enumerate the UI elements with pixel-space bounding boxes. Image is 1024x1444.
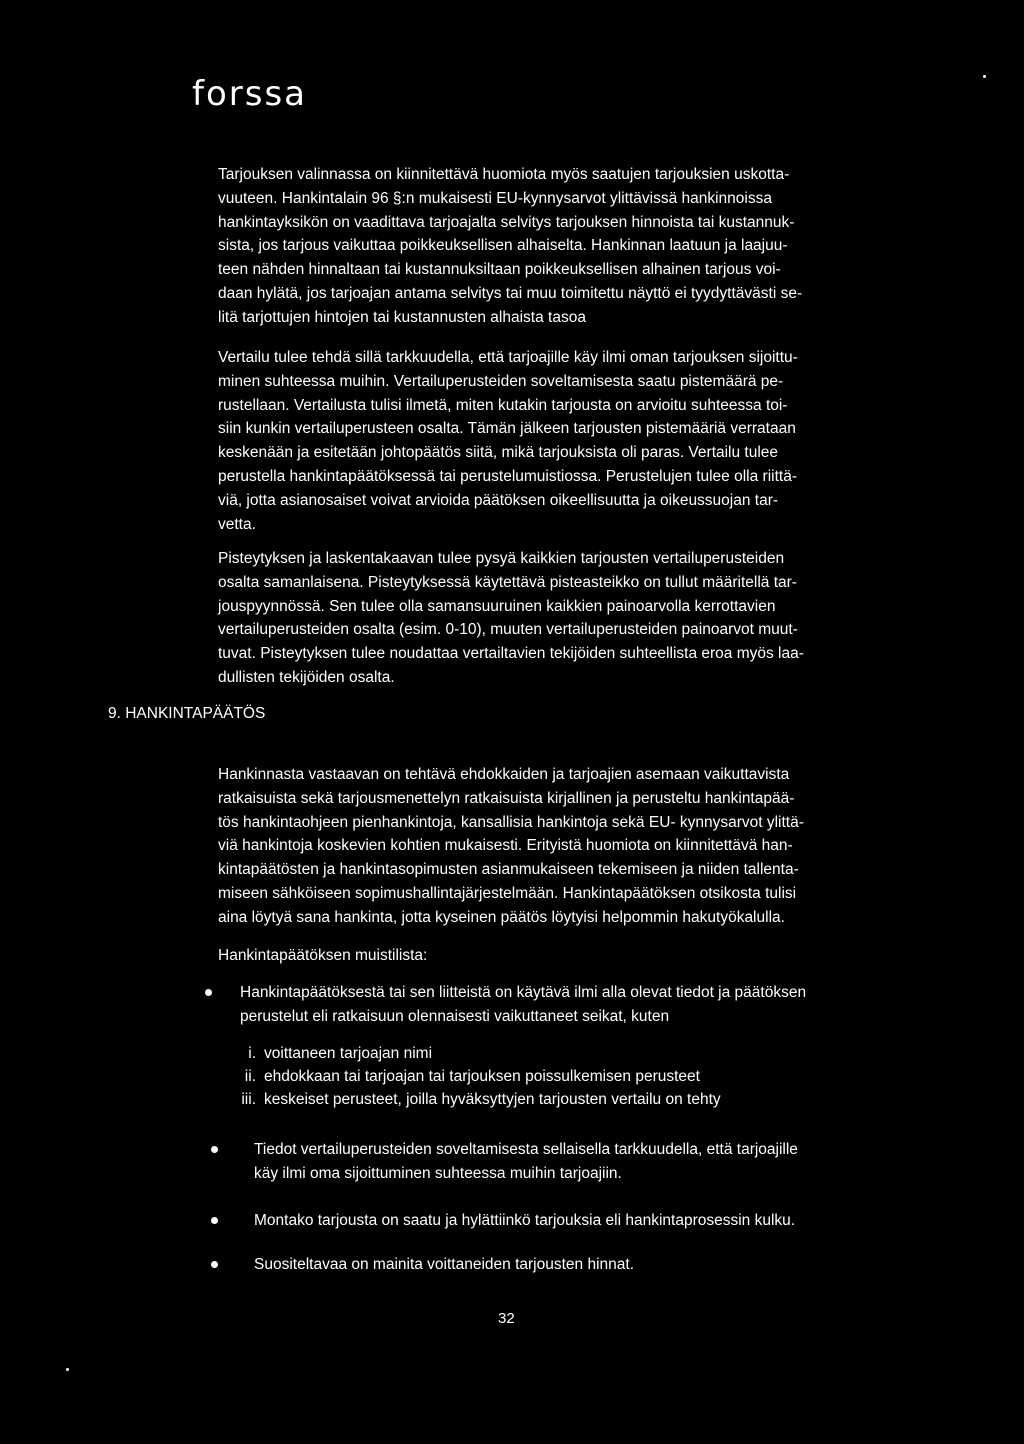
list-item (254, 1138, 798, 1186)
page-number: 32 (498, 1310, 515, 1327)
section-heading: 9. HANKINTAPÄÄTÖS (108, 705, 266, 722)
sub-item-number: ii. (244, 1068, 256, 1085)
text-line: jouspyynnössä. Sen tulee olla samansuuruinen kaikkien painoarvolla kerrottavien (218, 597, 776, 615)
text-line: käy ilmi oma sijoittuminen suhteessa muihin tarjoajiin. (254, 1164, 622, 1182)
paragraph-tender-reliability (218, 163, 802, 330)
list-item (240, 981, 806, 1029)
text-line: Hankintapäätöksen muistilista: (218, 947, 428, 964)
sub-list-item (248, 1042, 433, 1065)
text-line: keskenään ja esitetään johtopäätös siitä, mikä tarjouksista oli paras. Vertailu tulee (218, 444, 779, 462)
text-line: teen nähden hinnaltaan tai kustannuksiltaan poikkeuksellisen alhainen tarjous voi- (218, 261, 781, 279)
text-line: Montako tarjousta on saatu ja hylättiinkö tarjouksia eli hankintaprosessin kulku. (254, 1212, 796, 1229)
text-line: daan hylätä, jos tarjoajan antama selvitys tai muu toimitettu näyttö ei tyydyttävästi se- (218, 284, 803, 302)
text-line: Tiedot vertailuperusteiden soveltamisesta sellaisella tarkkuudella, että tarjoajille (254, 1141, 798, 1158)
text-line: Tarjouksen valinnassa on kiinnitettävä huomiota myös saatujen tarjouksien uskotta- (218, 166, 790, 183)
bullet-icon (205, 989, 212, 996)
checklist-title (218, 944, 427, 968)
text-line: aina löytyä sana hankinta, jotta kyseinen päätös löytyisi helpommin hakutyökalulla. (218, 908, 785, 926)
text-line: viä, jotta asianosaiset voivat arvioida päätöksen oikeellisuutta ja oikeussuojan tar- (218, 491, 779, 509)
bullet-icon (211, 1217, 218, 1224)
text-line: Pisteytyksen ja laskentakaavan tulee pysyä kaikkien tarjousten vertailuperusteiden (218, 550, 785, 567)
paragraph-procurement-decision (218, 763, 804, 930)
sub-item-number: i. (248, 1045, 256, 1062)
paragraph-comparison (218, 346, 798, 536)
text-line: Hankintapäätöksestä tai sen liitteistä on käytävä ilmi alla olevat tiedot ja päätöksen (240, 984, 807, 1001)
text-line: vetta. (218, 515, 256, 533)
bullet-icon (211, 1146, 218, 1153)
sub-item-text: voittaneen tarjoajan nimi (264, 1045, 433, 1062)
list-item (254, 1253, 634, 1277)
text-line: dullisten tekijöiden osalta. (218, 668, 395, 686)
text-line: kintapäätösten ja hankintasopimusten asianmukaiseen tekemiseen ja niiden tallenta- (218, 861, 799, 879)
text-line: perustelut eli ratkaisuun olennaisesti vaikuttaneet seikat, kuten (240, 1007, 670, 1025)
text-line: hankintayksikön on vaadittava tarjoajalta selvitys tarjouksen hinnoista tai kustannuk- (218, 213, 795, 231)
text-line: litä tarjottujen hintojen tai kustannusten alhaista tasoa (218, 308, 586, 326)
text-line: rustellaan. Vertailusta tulisi ilmetä, miten kutakin tarjousta on arvioitu suhteessa toi- (218, 396, 788, 414)
text-line: miseen sähköiseen sopimushallintajärjestelmään. Hankintapäätöksen otsikosta tulisi (218, 884, 797, 902)
list-item (254, 1209, 795, 1233)
text-line: osalta samanlaisena. Pisteytyksessä käytettävä pisteasteikko on tullut määritellä tar- (218, 573, 797, 591)
text-line: tös hankintaohjeen pienhankintoja, kansallisia hankintoja sekä EU- kynnysarvot ylittä- (218, 813, 804, 831)
text-line: viä hankintoja koskevien kohtien mukaisesti. Erityistä huomiota on kiinnitettävä han- (218, 837, 793, 855)
text-line: tuvat. Pisteytyksen tulee noudattaa vertailtavien tekijöiden suhteellista eroa myös laa- (218, 645, 804, 663)
sub-list-item (244, 1065, 700, 1088)
sub-item-text: keskeiset perusteet, joilla hyväksyttyjen tarjousten vertailu on tehty (264, 1091, 721, 1108)
text-line: Suositeltavaa on mainita voittaneiden tarjousten hinnat. (254, 1256, 634, 1273)
forssa-logo: forssa (192, 74, 308, 114)
bullet-icon (211, 1261, 218, 1268)
text-line: siin kunkin vertailuperusteen osalta. Tämän jälkeen tarjousten pistemääriä verrataan (218, 420, 796, 438)
sub-item-text: ehdokkaan tai tarjoajan tai tarjouksen poissulkemisen perusteet (264, 1068, 700, 1085)
text-line: sista, jos tarjous vaikuttaa poikkeuksellisen alhaiselta. Hankinnan laatuun ja laajuu- (218, 237, 788, 255)
text-line: minen suhteessa muihin. Vertailuperusteiden soveltamisesta saatu pistemäärä pe- (218, 372, 784, 390)
speck (983, 75, 986, 78)
text-line: vertailuperusteiden osalta (esim. 0-10), muuten vertailuperusteiden painoarvot muut- (218, 621, 798, 639)
text-line: Vertailu tulee tehdä sillä tarkkuudella, että tarjoajille käy ilmi oman tarjouksen sijoittu- (218, 349, 798, 366)
text-line: Hankinnasta vastaavan on tehtävä ehdokkaiden ja tarjoajien asemaan vaikuttavista (218, 766, 790, 783)
paragraph-scoring (218, 547, 804, 690)
sub-list-item (241, 1088, 721, 1111)
text-line: perustella hankintapäätöksessä tai perustelumuistiossa. Perustelujen tulee olla riittä- (218, 467, 797, 485)
sub-item-number: iii. (241, 1091, 256, 1108)
text-line: vuuteen. Hankintalain 96 §:n mukaisesti EU-kynnysarvot ylittävissä hankinnoissa (218, 189, 772, 207)
speck (66, 1368, 69, 1371)
text-line: ratkaisuista sekä tarjousmenettelyn ratkaisuista kirjallinen ja perusteltu hankintapää- (218, 789, 795, 807)
